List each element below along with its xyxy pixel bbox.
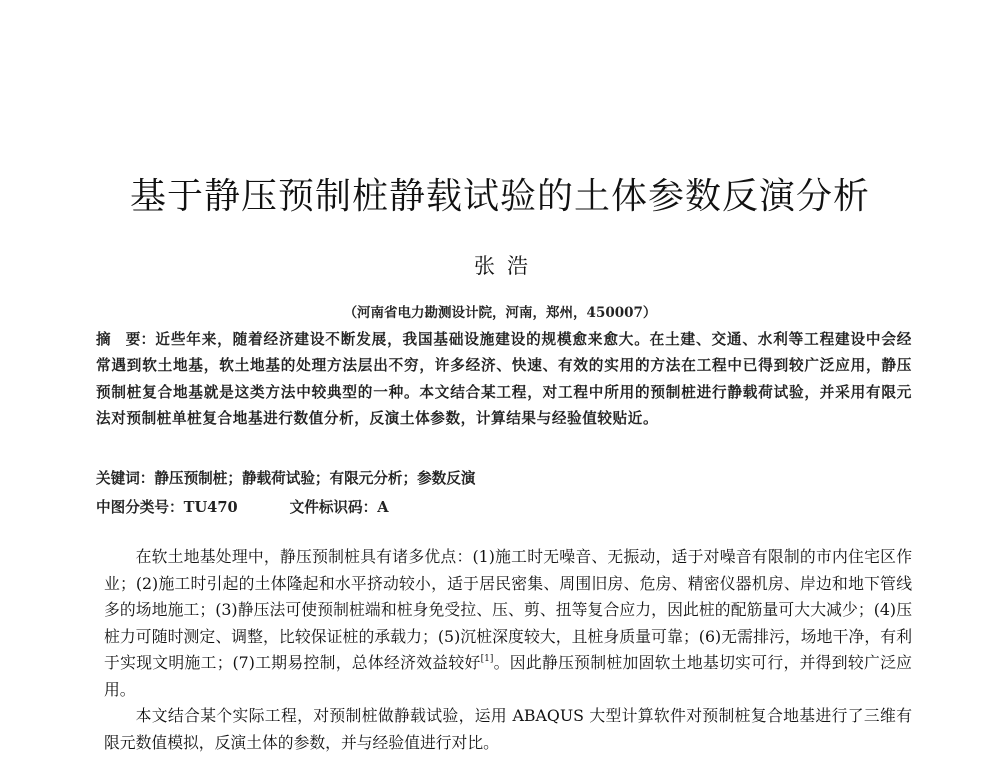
- abstract-text: 近些年来，随着经济建设不断发展，我国基础设施建设的规模愈来愈大。在土建、交通、水利等工程建设中会经常遇到软土地基，软土地基的处理方法层出不穷，许多经济、快速、有效的实用的方法在工程中已得到较广泛应用，静压预制桩复合地基就是这类方法中较典型的一种。本文结合某工程，对工程中所用的预制桩进行静载荷试验，并采用有限元法对预制桩单桩复合地基进行数值分析，反演土体参数，计算结果与经验值较贴近。: [96, 331, 912, 427]
- keywords-text: 静压预制桩；静载荷试验；有限元分析；参数反演: [154, 470, 476, 487]
- doc-code-label: 文件标识码：: [289, 499, 378, 516]
- doc-code-value: A: [377, 499, 389, 516]
- paragraph-1-tail: 。因此静压预制桩加固软土地基切实可行，并得到较广泛应用。: [104, 653, 912, 699]
- paper-title: 基于静压预制桩静载试验的土体参数反演分析: [129, 176, 870, 217]
- body-paragraph-1: [104, 544, 912, 703]
- body-paragraph-2: 本文结合某个实际工程，对预制桩做静载试验，运用 ABAQUS 大型计算软件对预制桩复合地基进行了三维有限元数值模拟，反演土体的参数，并与经验值进行对比。: [104, 706, 912, 752]
- author-affiliation: （河南省电力勘测设计院，河南，郑州，450007）: [343, 305, 657, 321]
- citation-ref[interactable]: [1]: [480, 654, 494, 664]
- clc-value: TU470: [183, 499, 238, 516]
- abstract-label: 摘 要：: [96, 331, 156, 348]
- keywords-label: 关键词：: [96, 470, 155, 487]
- author-name: 张浩: [474, 254, 540, 278]
- abstract: [96, 327, 912, 432]
- paragraph-1-text: 在软土地基处理中，静压预制桩具有诸多优点：(1)施工时无噪音、无振动，适于对噪音有限制的市内住宅区作业；(2)施工时引起的土体隆起和水平挤动较小，适于居民密集、周围旧房、危房、精密仪器机房、岸边和地下管线多的场地施工；(3)静压法可使预制桩端和桩身免受拉、压、剪、扭等复合应力，因此桩的配筋量可大大减少；(4)压桩力可随时测定、调整，比较保证桩的承载力；(5)沉桩深度较大，且桩身质量可靠；(6)无需排污，场地干净，有利于实现文明施工；(7)工期易控制，总体经济效益较好: [104, 547, 912, 672]
- classification-line: [96, 496, 389, 517]
- body-text: [104, 544, 912, 756]
- clc-label: 中图分类号：: [96, 499, 184, 516]
- keywords-line: [96, 467, 475, 488]
